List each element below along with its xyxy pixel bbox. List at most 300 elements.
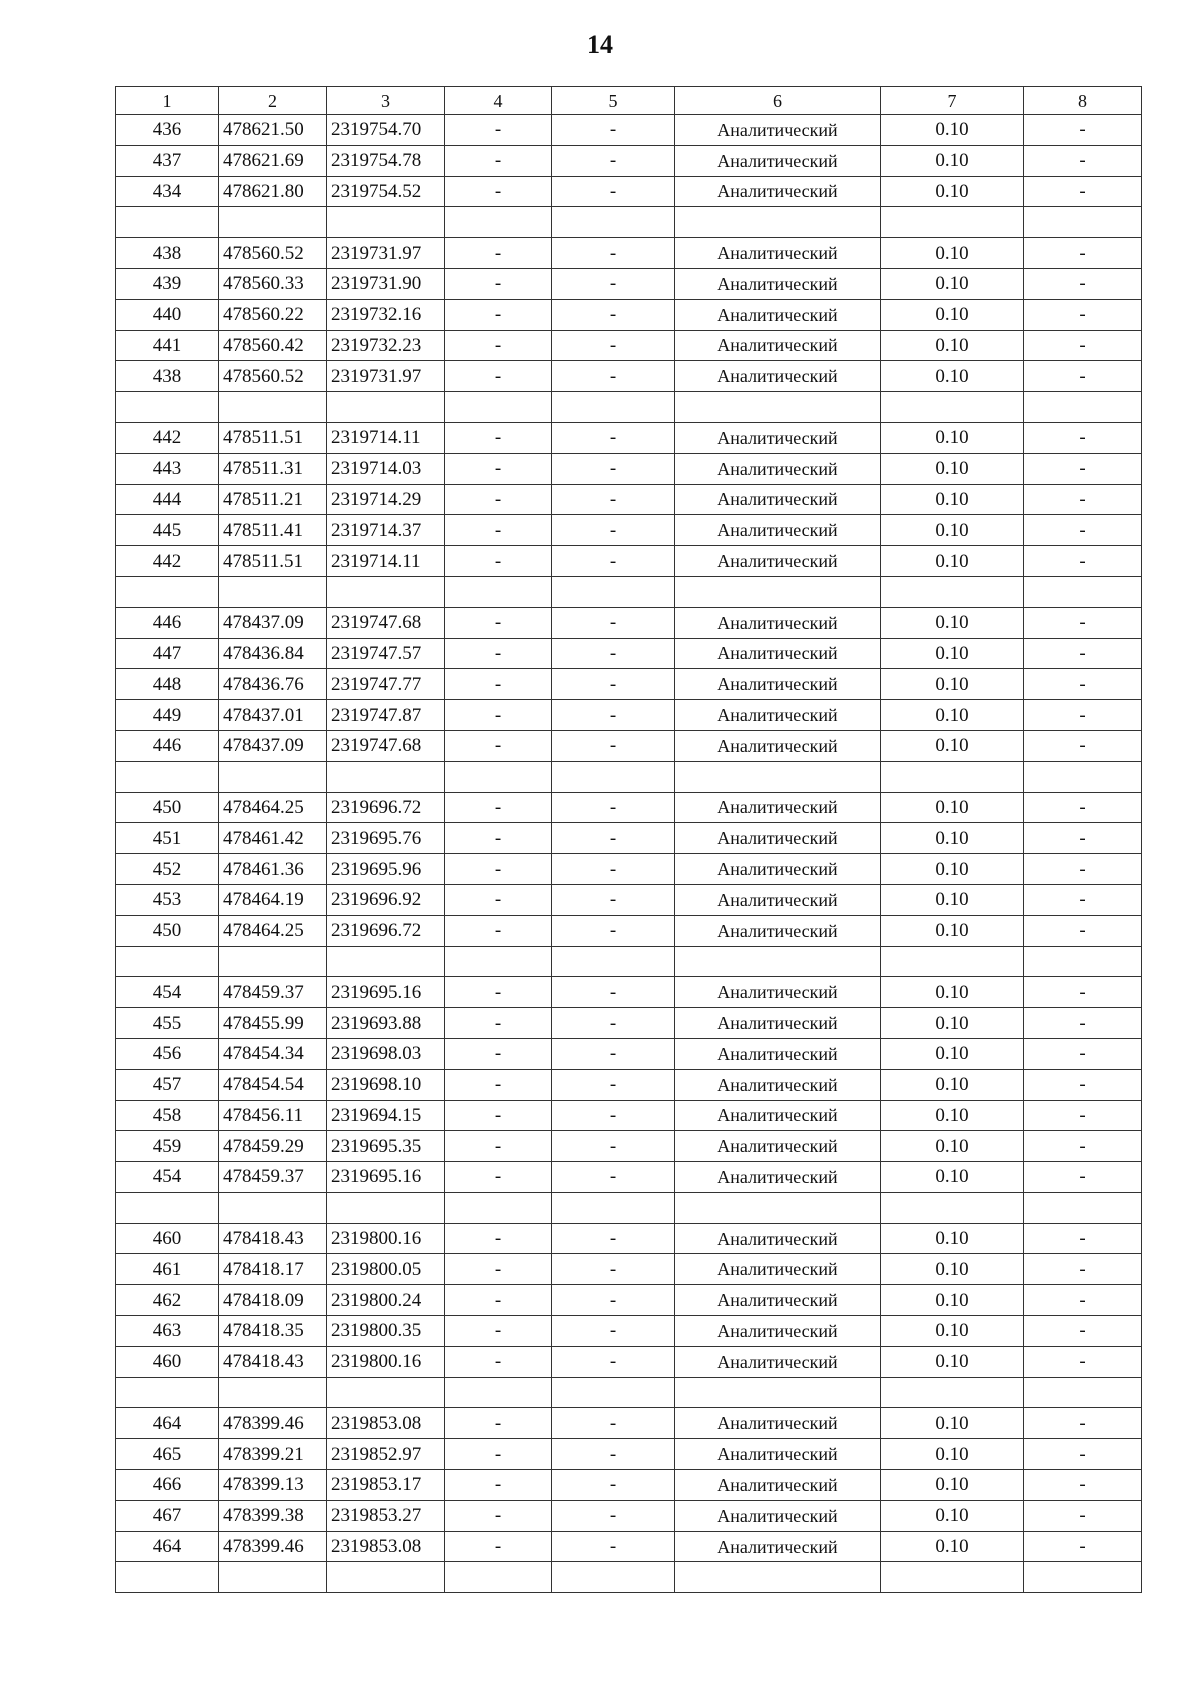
cell-col-8-value: - [1024, 268, 1142, 299]
cell-point-number: 437 [116, 145, 219, 176]
cell-col-8-value: - [1024, 669, 1142, 700]
cell-accuracy [881, 576, 1024, 607]
cell-point-number: 454 [116, 1162, 219, 1193]
cell-y-coordinate: 2319714.11 [327, 546, 445, 577]
cell-col-4-value: - [445, 1285, 552, 1316]
cell-method: Аналитический [675, 1223, 881, 1254]
table-row [116, 607, 1142, 638]
cell-method: Аналитический [675, 669, 881, 700]
cell-method: Аналитический [675, 730, 881, 761]
cell-col-5-value: - [552, 607, 675, 638]
table-row [116, 1131, 1142, 1162]
cell-x-coordinate: 478418.17 [219, 1254, 327, 1285]
cell-col-5-value: - [552, 1069, 675, 1100]
cell-y-coordinate [327, 761, 445, 792]
cell-col-4-value: - [445, 268, 552, 299]
cell-x-coordinate: 478399.46 [219, 1531, 327, 1562]
cell-y-coordinate [327, 1562, 445, 1593]
column-header-1: 1 [116, 87, 219, 115]
cell-col-4-value: - [445, 700, 552, 731]
cell-col-4-value [445, 392, 552, 423]
table-row [116, 115, 1142, 146]
cell-col-8-value [1024, 207, 1142, 238]
cell-point-number [116, 207, 219, 238]
cell-y-coordinate: 2319754.52 [327, 176, 445, 207]
cell-col-5-value: - [552, 915, 675, 946]
cell-accuracy [881, 1562, 1024, 1593]
cell-accuracy: 0.10 [881, 546, 1024, 577]
separator-row [116, 1562, 1142, 1593]
cell-point-number: 446 [116, 730, 219, 761]
cell-col-4-value: - [445, 1223, 552, 1254]
cell-col-8-value: - [1024, 361, 1142, 392]
cell-col-4-value: - [445, 1069, 552, 1100]
table-row [116, 515, 1142, 546]
header-row [116, 87, 1142, 115]
cell-col-5-value: - [552, 145, 675, 176]
cell-col-4-value: - [445, 730, 552, 761]
cell-method: Аналитический [675, 1408, 881, 1439]
cell-col-8-value [1024, 1377, 1142, 1408]
cell-accuracy: 0.10 [881, 1531, 1024, 1562]
cell-x-coordinate: 478399.21 [219, 1439, 327, 1470]
cell-x-coordinate: 478418.43 [219, 1346, 327, 1377]
cell-y-coordinate: 2319695.16 [327, 1162, 445, 1193]
cell-point-number: 442 [116, 422, 219, 453]
cell-y-coordinate: 2319853.08 [327, 1531, 445, 1562]
cell-col-8-value: - [1024, 915, 1142, 946]
table-row [116, 1346, 1142, 1377]
cell-accuracy [881, 946, 1024, 977]
cell-point-number: 465 [116, 1439, 219, 1470]
separator-row [116, 946, 1142, 977]
cell-method: Аналитический [675, 700, 881, 731]
cell-col-8-value: - [1024, 1285, 1142, 1316]
table-row [116, 1316, 1142, 1347]
cell-accuracy: 0.10 [881, 1223, 1024, 1254]
cell-method: Аналитический [675, 1500, 881, 1531]
cell-accuracy [881, 1192, 1024, 1223]
cell-col-4-value [445, 1562, 552, 1593]
table-row [116, 884, 1142, 915]
cell-method: Аналитический [675, 1100, 881, 1131]
cell-point-number: 444 [116, 484, 219, 515]
cell-y-coordinate: 2319695.96 [327, 854, 445, 885]
cell-method [675, 946, 881, 977]
cell-col-4-value: - [445, 484, 552, 515]
cell-col-8-value [1024, 392, 1142, 423]
cell-col-8-value [1024, 761, 1142, 792]
cell-col-8-value: - [1024, 977, 1142, 1008]
cell-point-number: 463 [116, 1316, 219, 1347]
cell-y-coordinate [327, 207, 445, 238]
cell-accuracy: 0.10 [881, 669, 1024, 700]
table-row [116, 854, 1142, 885]
cell-col-4-value: - [445, 638, 552, 669]
cell-x-coordinate: 478511.41 [219, 515, 327, 546]
cell-col-8-value: - [1024, 1408, 1142, 1439]
cell-col-5-value: - [552, 330, 675, 361]
cell-y-coordinate [327, 946, 445, 977]
cell-accuracy [881, 761, 1024, 792]
cell-method: Аналитический [675, 1131, 881, 1162]
cell-point-number: 450 [116, 915, 219, 946]
cell-method [675, 207, 881, 238]
cell-col-8-value: - [1024, 1038, 1142, 1069]
cell-point-number: 455 [116, 1008, 219, 1039]
cell-y-coordinate: 2319696.72 [327, 792, 445, 823]
cell-col-4-value: - [445, 176, 552, 207]
cell-method: Аналитический [675, 176, 881, 207]
cell-accuracy: 0.10 [881, 1316, 1024, 1347]
cell-x-coordinate [219, 576, 327, 607]
table-row [116, 1038, 1142, 1069]
table-row [116, 330, 1142, 361]
cell-method: Аналитический [675, 1069, 881, 1100]
cell-method: Аналитический [675, 823, 881, 854]
table-row [116, 792, 1142, 823]
table-row [116, 484, 1142, 515]
cell-accuracy [881, 1377, 1024, 1408]
cell-method [675, 1562, 881, 1593]
cell-y-coordinate: 2319853.08 [327, 1408, 445, 1439]
cell-col-8-value: - [1024, 792, 1142, 823]
cell-accuracy: 0.10 [881, 638, 1024, 669]
cell-col-8-value: - [1024, 730, 1142, 761]
table-row [116, 977, 1142, 1008]
cell-col-4-value: - [445, 145, 552, 176]
table-row [116, 145, 1142, 176]
cell-method: Аналитический [675, 792, 881, 823]
cell-col-5-value: - [552, 176, 675, 207]
cell-col-5-value [552, 392, 675, 423]
cell-method: Аналитический [675, 330, 881, 361]
cell-accuracy: 0.10 [881, 823, 1024, 854]
cell-point-number: 451 [116, 823, 219, 854]
cell-y-coordinate: 2319695.16 [327, 977, 445, 1008]
cell-accuracy: 0.10 [881, 915, 1024, 946]
cell-y-coordinate: 2319747.87 [327, 700, 445, 731]
cell-method: Аналитический [675, 884, 881, 915]
cell-accuracy: 0.10 [881, 361, 1024, 392]
column-header-7: 7 [881, 87, 1024, 115]
cell-col-5-value: - [552, 546, 675, 577]
cell-point-number: 457 [116, 1069, 219, 1100]
cell-y-coordinate: 2319696.92 [327, 884, 445, 915]
cell-col-4-value: - [445, 1316, 552, 1347]
cell-col-8-value: - [1024, 1131, 1142, 1162]
cell-col-8-value: - [1024, 546, 1142, 577]
cell-col-4-value: - [445, 1439, 552, 1470]
cell-col-4-value: - [445, 669, 552, 700]
cell-method: Аналитический [675, 115, 881, 146]
cell-col-8-value: - [1024, 1346, 1142, 1377]
cell-col-4-value: - [445, 453, 552, 484]
cell-method [675, 576, 881, 607]
cell-x-coordinate: 478459.37 [219, 1162, 327, 1193]
table-row [116, 1470, 1142, 1501]
cell-point-number [116, 1562, 219, 1593]
cell-y-coordinate: 2319714.29 [327, 484, 445, 515]
table-row [116, 453, 1142, 484]
cell-col-5-value [552, 1192, 675, 1223]
cell-x-coordinate: 478454.34 [219, 1038, 327, 1069]
cell-y-coordinate: 2319698.10 [327, 1069, 445, 1100]
cell-point-number: 456 [116, 1038, 219, 1069]
table-row [116, 1100, 1142, 1131]
cell-y-coordinate: 2319747.68 [327, 730, 445, 761]
cell-x-coordinate: 478418.35 [219, 1316, 327, 1347]
cell-point-number [116, 761, 219, 792]
cell-point-number: 460 [116, 1223, 219, 1254]
cell-col-5-value: - [552, 1162, 675, 1193]
cell-accuracy: 0.10 [881, 453, 1024, 484]
cell-accuracy: 0.10 [881, 1254, 1024, 1285]
cell-x-coordinate: 478464.25 [219, 792, 327, 823]
cell-col-4-value: - [445, 515, 552, 546]
column-header-6: 6 [675, 87, 881, 115]
cell-accuracy: 0.10 [881, 515, 1024, 546]
cell-method: Аналитический [675, 854, 881, 885]
table-row [116, 1008, 1142, 1039]
cell-y-coordinate: 2319694.15 [327, 1100, 445, 1131]
cell-col-4-value [445, 1377, 552, 1408]
cell-x-coordinate: 478511.51 [219, 422, 327, 453]
table-row [116, 1439, 1142, 1470]
cell-x-coordinate: 478511.21 [219, 484, 327, 515]
column-header-2: 2 [219, 87, 327, 115]
cell-method: Аналитический [675, 1162, 881, 1193]
cell-col-5-value: - [552, 1470, 675, 1501]
cell-point-number: 454 [116, 977, 219, 1008]
cell-col-4-value: - [445, 238, 552, 269]
cell-method: Аналитический [675, 607, 881, 638]
cell-col-4-value: - [445, 792, 552, 823]
cell-col-8-value: - [1024, 700, 1142, 731]
cell-point-number: 460 [116, 1346, 219, 1377]
cell-accuracy: 0.10 [881, 1069, 1024, 1100]
cell-col-8-value: - [1024, 854, 1142, 885]
cell-method: Аналитический [675, 268, 881, 299]
cell-col-8-value: - [1024, 515, 1142, 546]
cell-x-coordinate [219, 1192, 327, 1223]
cell-accuracy: 0.10 [881, 176, 1024, 207]
cell-y-coordinate: 2319714.37 [327, 515, 445, 546]
cell-accuracy [881, 207, 1024, 238]
cell-x-coordinate: 478461.42 [219, 823, 327, 854]
separator-row [116, 1192, 1142, 1223]
cell-accuracy: 0.10 [881, 1408, 1024, 1439]
cell-col-5-value [552, 946, 675, 977]
table-row [116, 823, 1142, 854]
cell-point-number: 458 [116, 1100, 219, 1131]
cell-method: Аналитический [675, 1254, 881, 1285]
cell-col-5-value: - [552, 823, 675, 854]
cell-col-8-value: - [1024, 1531, 1142, 1562]
cell-col-4-value: - [445, 1038, 552, 1069]
cell-method: Аналитический [675, 1439, 881, 1470]
cell-col-5-value: - [552, 1038, 675, 1069]
column-header-8: 8 [1024, 87, 1142, 115]
cell-col-5-value: - [552, 1008, 675, 1039]
cell-method: Аналитический [675, 1008, 881, 1039]
cell-point-number: 464 [116, 1408, 219, 1439]
cell-point-number: 464 [116, 1531, 219, 1562]
table-row [116, 1500, 1142, 1531]
cell-method [675, 392, 881, 423]
cell-y-coordinate: 2319747.57 [327, 638, 445, 669]
cell-col-5-value: - [552, 1316, 675, 1347]
cell-x-coordinate: 478399.38 [219, 1500, 327, 1531]
cell-x-coordinate [219, 1562, 327, 1593]
cell-y-coordinate: 2319800.16 [327, 1346, 445, 1377]
cell-x-coordinate: 478464.25 [219, 915, 327, 946]
cell-point-number [116, 946, 219, 977]
cell-method: Аналитический [675, 1316, 881, 1347]
cell-y-coordinate: 2319800.24 [327, 1285, 445, 1316]
table-row [116, 1223, 1142, 1254]
cell-col-8-value: - [1024, 1470, 1142, 1501]
cell-x-coordinate: 478464.19 [219, 884, 327, 915]
cell-point-number: 449 [116, 700, 219, 731]
table-row [116, 1285, 1142, 1316]
separator-row [116, 761, 1142, 792]
cell-y-coordinate: 2319731.97 [327, 361, 445, 392]
cell-y-coordinate: 2319731.97 [327, 238, 445, 269]
cell-method [675, 1192, 881, 1223]
cell-col-4-value: - [445, 422, 552, 453]
column-header-3: 3 [327, 87, 445, 115]
cell-point-number: 438 [116, 238, 219, 269]
cell-y-coordinate: 2319696.72 [327, 915, 445, 946]
cell-method [675, 1377, 881, 1408]
cell-y-coordinate: 2319747.77 [327, 669, 445, 700]
cell-y-coordinate: 2319732.16 [327, 299, 445, 330]
cell-col-5-value: - [552, 1223, 675, 1254]
cell-col-4-value: - [445, 1408, 552, 1439]
cell-col-4-value: - [445, 330, 552, 361]
cell-x-coordinate: 478437.09 [219, 730, 327, 761]
cell-x-coordinate [219, 761, 327, 792]
table-row [116, 546, 1142, 577]
cell-col-5-value: - [552, 792, 675, 823]
cell-col-4-value: - [445, 1346, 552, 1377]
cell-method: Аналитический [675, 484, 881, 515]
cell-col-5-value: - [552, 638, 675, 669]
cell-y-coordinate: 2319800.05 [327, 1254, 445, 1285]
cell-col-4-value [445, 207, 552, 238]
cell-accuracy: 0.10 [881, 607, 1024, 638]
cell-col-5-value [552, 207, 675, 238]
cell-col-5-value: - [552, 1500, 675, 1531]
cell-method: Аналитический [675, 453, 881, 484]
cell-col-4-value: - [445, 299, 552, 330]
cell-col-5-value: - [552, 453, 675, 484]
cell-accuracy: 0.10 [881, 1346, 1024, 1377]
cell-col-5-value [552, 761, 675, 792]
cell-point-number: 445 [116, 515, 219, 546]
table-row [116, 915, 1142, 946]
cell-x-coordinate: 478399.46 [219, 1408, 327, 1439]
cell-accuracy: 0.10 [881, 330, 1024, 361]
cell-method: Аналитический [675, 1346, 881, 1377]
cell-method: Аналитический [675, 145, 881, 176]
cell-col-8-value: - [1024, 115, 1142, 146]
cell-point-number: 438 [116, 361, 219, 392]
cell-x-coordinate: 478455.99 [219, 1008, 327, 1039]
cell-x-coordinate: 478621.69 [219, 145, 327, 176]
cell-col-8-value: - [1024, 453, 1142, 484]
cell-col-8-value: - [1024, 1008, 1142, 1039]
cell-method: Аналитический [675, 422, 881, 453]
cell-col-4-value: - [445, 115, 552, 146]
cell-point-number: 439 [116, 268, 219, 299]
cell-col-5-value: - [552, 730, 675, 761]
cell-col-4-value: - [445, 546, 552, 577]
cell-point-number: 448 [116, 669, 219, 700]
cell-col-5-value: - [552, 115, 675, 146]
cell-col-8-value: - [1024, 145, 1142, 176]
cell-y-coordinate: 2319747.68 [327, 607, 445, 638]
cell-x-coordinate: 478560.22 [219, 299, 327, 330]
page-number: 14 [587, 30, 613, 59]
cell-y-coordinate [327, 1192, 445, 1223]
table-row [116, 669, 1142, 700]
cell-x-coordinate [219, 392, 327, 423]
cell-x-coordinate: 478436.76 [219, 669, 327, 700]
cell-accuracy: 0.10 [881, 1500, 1024, 1531]
cell-x-coordinate: 478459.37 [219, 977, 327, 1008]
cell-y-coordinate: 2319731.90 [327, 268, 445, 299]
cell-col-4-value [445, 1192, 552, 1223]
table-row [116, 422, 1142, 453]
cell-col-4-value: - [445, 1531, 552, 1562]
cell-y-coordinate: 2319800.16 [327, 1223, 445, 1254]
cell-x-coordinate: 478418.43 [219, 1223, 327, 1254]
table-row [116, 1069, 1142, 1100]
cell-accuracy: 0.10 [881, 1008, 1024, 1039]
cell-accuracy: 0.10 [881, 792, 1024, 823]
cell-col-5-value: - [552, 1285, 675, 1316]
cell-y-coordinate: 2319754.70 [327, 115, 445, 146]
cell-y-coordinate [327, 576, 445, 607]
cell-col-8-value: - [1024, 238, 1142, 269]
cell-accuracy: 0.10 [881, 299, 1024, 330]
cell-point-number [116, 1192, 219, 1223]
table-row [116, 700, 1142, 731]
cell-col-8-value [1024, 1562, 1142, 1593]
cell-col-5-value: - [552, 884, 675, 915]
coordinates-table [115, 86, 1142, 1593]
cell-accuracy: 0.10 [881, 115, 1024, 146]
cell-col-8-value: - [1024, 422, 1142, 453]
cell-point-number: 466 [116, 1470, 219, 1501]
cell-point-number: 434 [116, 176, 219, 207]
cell-point-number: 443 [116, 453, 219, 484]
cell-col-5-value: - [552, 1439, 675, 1470]
cell-x-coordinate: 478621.80 [219, 176, 327, 207]
cell-col-8-value: - [1024, 638, 1142, 669]
cell-col-5-value: - [552, 1346, 675, 1377]
cell-method: Аналитический [675, 238, 881, 269]
cell-method: Аналитический [675, 299, 881, 330]
cell-col-4-value: - [445, 1254, 552, 1285]
separator-row [116, 576, 1142, 607]
cell-col-4-value: - [445, 854, 552, 885]
cell-point-number: 436 [116, 115, 219, 146]
cell-x-coordinate: 478399.13 [219, 1470, 327, 1501]
cell-col-8-value: - [1024, 1162, 1142, 1193]
